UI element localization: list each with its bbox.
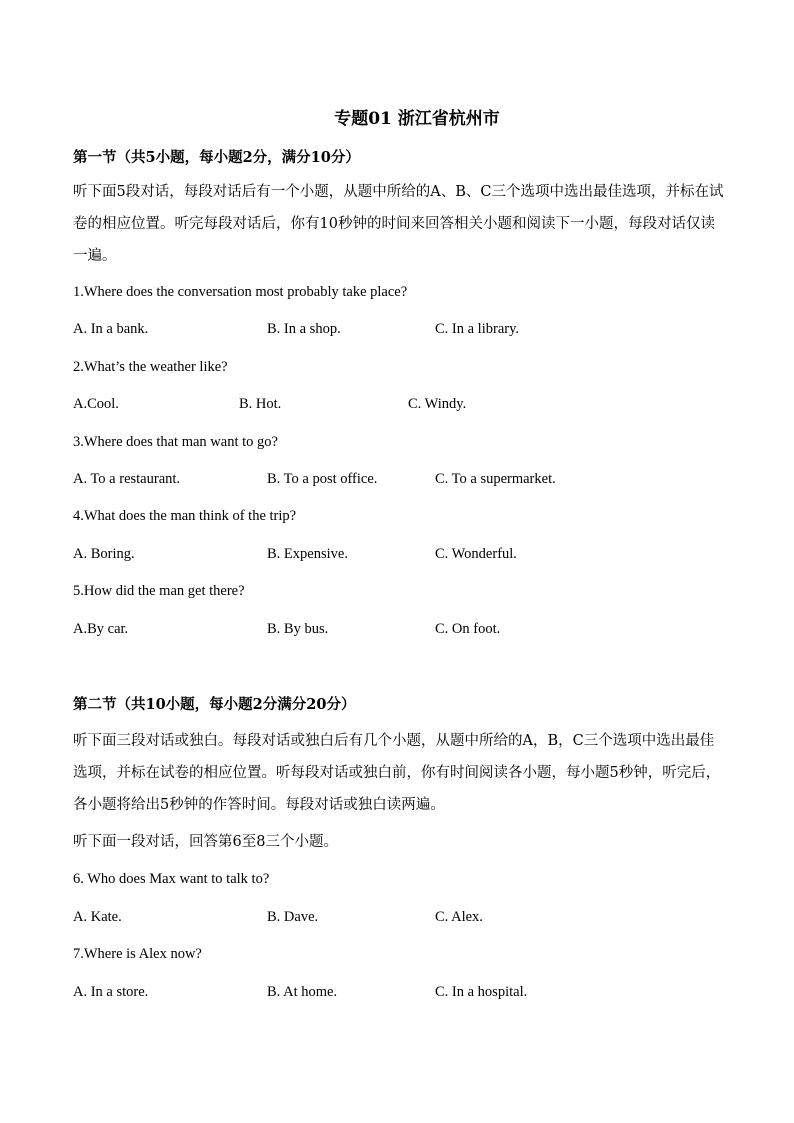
question-1: 1.Where does the conversation most probably take place? [73, 284, 408, 300]
option-1b: B. In a shop. [267, 321, 341, 337]
question-6: 6. Who does Max want to talk to? [73, 871, 270, 887]
section1-instructions: 听下面5段对话，每段对话后有一个小题，从题中所给的A、B、C三个选项中选出最佳选项，并标在试卷的相应位置。听完每段对话后，你有10秒钟的时间来回答相关小题和阅读下一小题，每段对话仅读一遍。 [73, 184, 724, 264]
question-4: 4.What does the man think of the trip? [73, 508, 297, 524]
question-3: 3.Where does that man want to go? [73, 434, 278, 450]
option-6c: C. Alex. [435, 909, 483, 925]
page-title: 专题01 浙江省杭州市 [334, 109, 500, 129]
options-2 [73, 396, 773, 418]
section2-instructions: 听下面三段对话或独白。每段对话或独白后有几个小题，从题中所给的A，B，C三个选项中选出最佳选项，并标在试卷的相应位置。听每段对话或独白前，你有时间阅读各小题，每小题5秒钟，听完后，各小题将给出5秒钟的作答时间。每段对话或独白读两遍。 [73, 733, 721, 813]
section2-heading: 第二节（共10小题，每小题2分满分20分） [73, 696, 356, 713]
option-4a: A. Boring. [73, 546, 135, 562]
option-7b: B. At home. [267, 984, 338, 1000]
options-1 [73, 321, 773, 343]
option-7a: A. In a store. [73, 984, 149, 1000]
section2-sub-instruction: 听下面一段对话，回答第6至8三个小题。 [73, 834, 338, 850]
options-3 [73, 471, 773, 493]
section1-heading: 第一节（共5小题，每小题2分，满分10分） [73, 149, 360, 166]
option-4c: C. Wonderful. [435, 546, 517, 562]
option-5a: A.By car. [73, 621, 129, 637]
option-6b: B. Dave. [267, 909, 319, 925]
option-1a: A. In a bank. [73, 321, 149, 337]
option-7c: C. In a hospital. [435, 984, 528, 1000]
options-7 [73, 984, 773, 1006]
option-3c: C. To a supermarket. [435, 471, 556, 487]
options-6 [73, 909, 773, 931]
option-4b: B. Expensive. [267, 546, 348, 562]
option-2a: A.Cool. [73, 396, 119, 412]
option-2c: C. Windy. [408, 396, 467, 412]
option-1c: C. In a library. [435, 321, 520, 337]
options-4 [73, 546, 773, 568]
option-2b: B. Hot. [239, 396, 282, 412]
question-2: 2.What’s the weather like? [73, 359, 228, 375]
options-5 [73, 621, 773, 643]
option-3a: A. To a restaurant. [73, 471, 181, 487]
question-5: 5.How did the man get there? [73, 583, 245, 599]
option-5b: B. By bus. [267, 621, 329, 637]
question-7: 7.Where is Alex now? [73, 946, 202, 962]
option-3b: B. To a post office. [267, 471, 378, 487]
option-5c: C. On foot. [435, 621, 501, 637]
option-6a: A. Kate. [73, 909, 122, 925]
